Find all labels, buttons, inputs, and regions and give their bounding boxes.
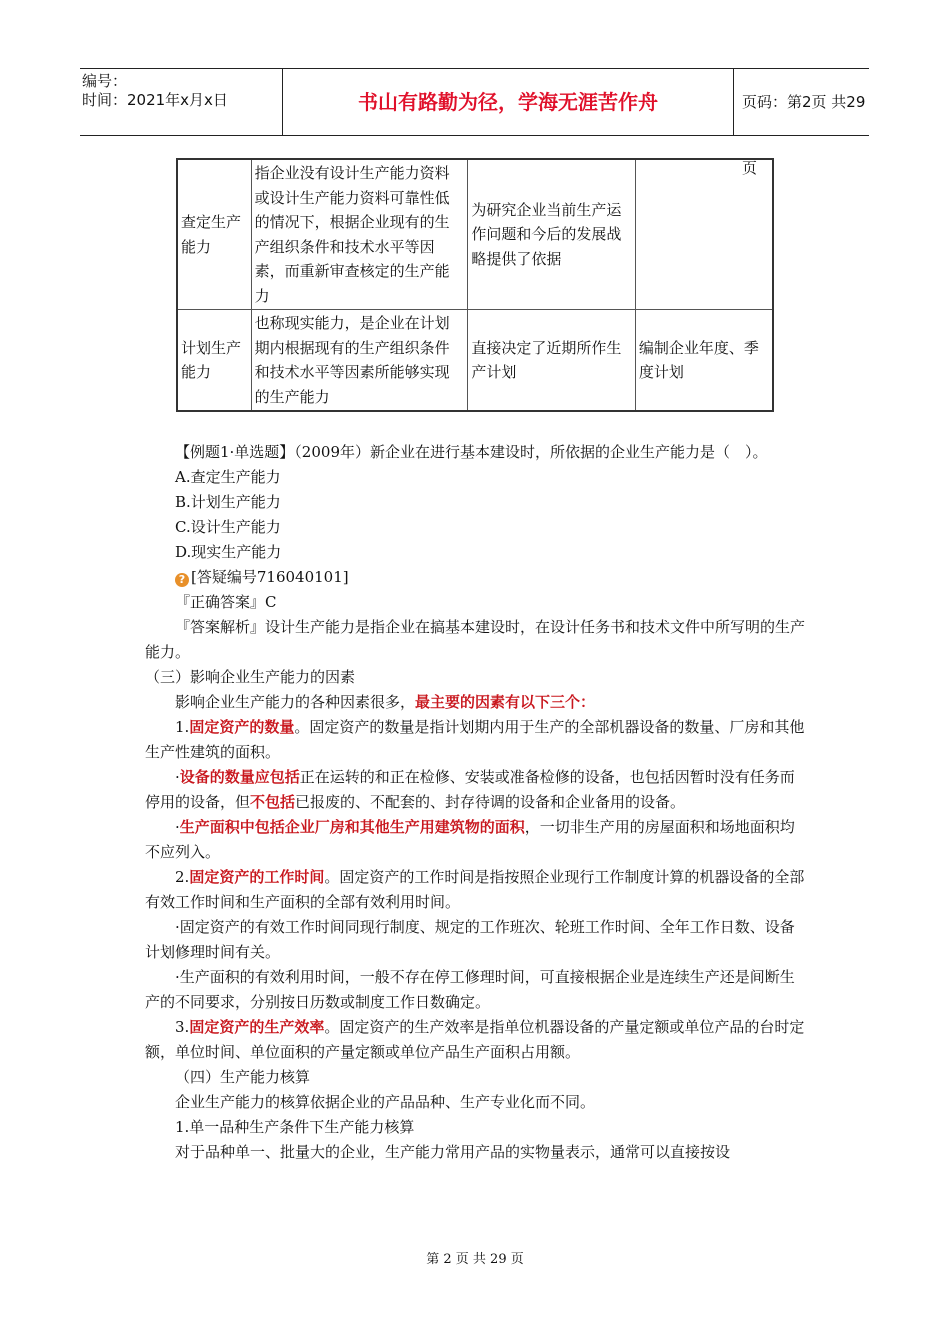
correct-answer: 『正确答案』C <box>175 593 277 611</box>
option-d: D.现实生产能力 <box>175 543 282 561</box>
table-cell-definition: 也称现实能力，是企业在计划期内根据现有的生产组织条件和技术水平等因素所能够实现的生产能力 <box>251 310 468 412</box>
answer-analysis: 『答案解析』设计生产能力是指企业在搞基本建设时，在设计任务书和技术文件中所写明的生产能力。 <box>145 618 806 661</box>
header-number-label: 编号： <box>82 72 128 90</box>
factor-2-bullet-2: ·生产面积的有效利用时间，一般不存在停工修理时间，可直接根据企业是连续生产还是间断生产的不同要求，分别按日历数或制度工作日数确定。 <box>145 968 795 1011</box>
factor-1-bullet-2: ·生产面积中包括企业厂房和其他生产用建筑物的面积，一切非生产用的房屋面积和场地面积均不应列入。 <box>145 818 795 861</box>
table-cell-usage <box>635 159 773 310</box>
table-cell-role: 为研究企业当前生产运作问题和今后的发展战略提供了依据 <box>468 159 635 310</box>
table-cell-name: 查定生产能力 <box>177 159 251 310</box>
table-row <box>177 310 773 412</box>
document-body <box>145 440 805 1165</box>
table-row <box>177 159 773 310</box>
factor-3: 3.固定资产的生产效率。固定资产的生产效率是指单位机器设备的产量定额或单位产品的台时定额，单位时间、单位面积的产量定额或单位产品生产面积占用额。 <box>145 1018 805 1061</box>
header-page-label: 页码：第2页 共29页 <box>742 93 866 177</box>
qa-number: [答疑编号716040101] <box>191 568 349 586</box>
page-footer: 第 2 页 共 29 页 <box>426 1252 524 1267</box>
factor-1: 1.固定资产的数量。固定资产的数量是指计划期内用于生产的全部机器设备的数量、厂房和其他生产性建筑的面积。 <box>145 718 805 761</box>
question-stem: 【例题1·单选题】（2009年）新企业在进行基本建设时，所依据的企业生产能力是（ ）。 <box>175 443 768 461</box>
table-cell-definition: 指企业没有设计生产能力资料或设计生产能力资料可靠性低的情况下，根据企业现有的生产组织条件和技术水平等因素，而重新审查核定的生产能力 <box>251 159 468 310</box>
section4-p2: 1.单一品种生产条件下生产能力核算 <box>175 1118 415 1136</box>
section3-intro: 影响企业生产能力的各种因素很多，最主要的因素有以下三个： <box>175 693 596 711</box>
factor-1-bullet-1: ·设备的数量应包括正在运转的和正在检修、安装或准备检修的设备，也包括因暂时没有任务而停用的设备，但不包括已报废的、不配套的、封存待调的设备和企业备用的设备。 <box>145 768 795 811</box>
table-cell-name: 计划生产能力 <box>177 310 251 412</box>
header-date-label: 时间：2021年x月x日 <box>82 91 228 109</box>
option-b: B.计划生产能力 <box>175 493 281 511</box>
section3-title: （三）影响企业生产能力的因素 <box>145 668 356 686</box>
capacity-table <box>176 158 774 412</box>
header-meta <box>80 69 283 135</box>
header-motto: 书山有路勤为径，学海无涯苦作舟 <box>283 69 734 135</box>
factor-2-bullet-1: ·固定资产的有效工作时间同现行制度、规定的工作班次、轮班工作时间、全年工作日数、设备计划修理时间有关。 <box>145 918 795 961</box>
question-circle-icon[interactable]: ? <box>175 573 189 587</box>
section4-p1: 企业生产能力的核算依据企业的产品品种、生产专业化而不同。 <box>175 1093 596 1111</box>
option-c: C.设计生产能力 <box>175 518 281 536</box>
page-header <box>80 68 869 177</box>
qa-line <box>145 565 805 590</box>
option-a: A.查定生产能力 <box>175 468 281 486</box>
factor-2: 2.固定资产的工作时间。固定资产的工作时间是指按照企业现行工作制度计算的机器设备的全部有效工作时间和生产面积的全部有效利用时间。 <box>145 868 805 911</box>
table-cell-role: 直接决定了近期所作生产计划 <box>468 310 635 412</box>
table-cell-usage: 编制企业年度、季度计划 <box>635 310 773 412</box>
section4-p3: 对于品种单一、批量大的企业，生产能力常用产品的实物量表示，通常可以直接按设 <box>175 1143 731 1161</box>
section4-title: （四）生产能力核算 <box>175 1068 311 1086</box>
